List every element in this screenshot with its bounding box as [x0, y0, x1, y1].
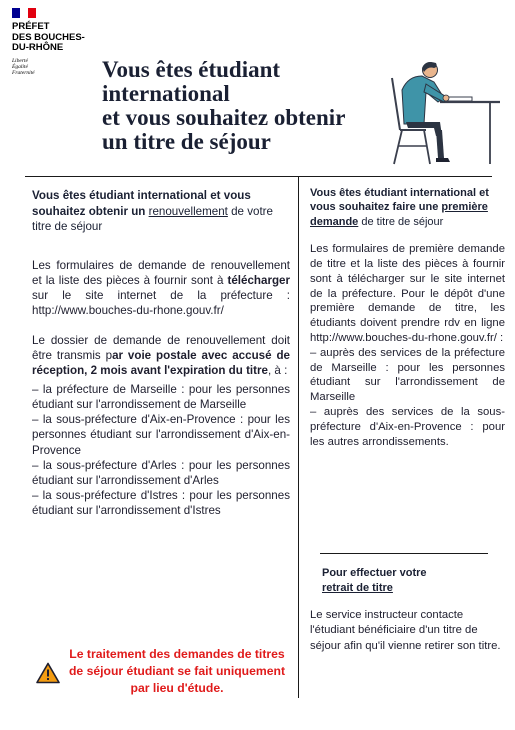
prefecture-name-line: DU-RHÔNE — [12, 42, 64, 53]
page-title — [102, 58, 412, 154]
student-at-desk-illustration — [378, 60, 502, 166]
warning-icon — [36, 662, 60, 684]
retrait-divider — [320, 553, 488, 554]
republic-motto — [12, 58, 92, 77]
heading-text: de titre de séjour — [358, 215, 444, 228]
prefecture-name — [12, 22, 92, 54]
title-line: international — [102, 81, 230, 106]
list-item: – la sous-préfecture d'Arles : pour les personnes étudiant sur l'arrondissement d'Arles — [32, 458, 290, 487]
list-item: – auprès des services de la sous-préfecture d'Aix-en-Provence : pour les autres arrondissements. — [310, 405, 505, 448]
heading-underlined-term: première demande — [310, 201, 488, 228]
motto-line: Liberté — [12, 57, 28, 64]
first-request-paragraph: Les formulaires de première demande de titre et la liste des pièces à fournir sont à télécharger sur le site internet de la préfecture. Pour le dépôt d'une première demande de titre, les étudiants doivent prendre rdv en ligne http://www.bouches-du-rhone.gouv.fr/ : — [310, 243, 505, 344]
column-divider — [298, 176, 299, 698]
paragraph-text: Les formulaires de demande de renouvellement et la liste des pièces à fournir sont à — [32, 258, 290, 287]
prefecture-name-line: DES BOUCHES- — [12, 31, 85, 43]
renewal-heading — [32, 188, 290, 235]
prefecture-logo — [12, 8, 92, 76]
list-item: – la sous-préfecture d'Istres : pour les personnes étudiant sur l'arrondissement d'Istres — [32, 488, 290, 517]
list-item: – auprès des services de la préfecture de Marseille : pour les personnes étudiant sur l'arrondissement de Marseille — [310, 346, 505, 404]
first-request-heading — [310, 186, 505, 229]
motto-line: Égalité — [12, 63, 28, 70]
retrait-heading — [322, 566, 492, 596]
flag-blue — [12, 8, 20, 18]
heading-underlined-term: renouvellement — [148, 204, 228, 218]
heading-text: Vous êtes étudiant international et vous souhaitez faire une — [310, 187, 489, 214]
flag-red — [28, 8, 36, 18]
heading-text: de votre titre de séjour — [32, 204, 273, 233]
title-line: et vous souhaitez obtenir — [102, 105, 346, 130]
section-divider-top — [25, 176, 492, 177]
list-item: – la sous-préfecture d'Aix-en-Provence : pour les personnes étudiant sur l'arrondissement d'Aix-en-Provence — [32, 413, 290, 457]
flag-white — [20, 8, 28, 18]
paragraph-text: , à : — [267, 364, 288, 378]
prefecture-name-line: PRÉFET — [12, 21, 50, 32]
french-flag-icon — [12, 8, 36, 18]
paragraph-bold-text: télécharger — [227, 273, 290, 287]
first-request-office-list — [310, 346, 505, 450]
paragraph-text: sur le site internet de la préfecture : http://www.bouches-du-rhone.gouv.fr/ — [32, 288, 290, 317]
retrait-heading-underlined: retrait de titre — [322, 582, 393, 594]
retrait-heading-line: Pour effectuer votre — [322, 567, 427, 579]
paragraph-text: Le dossier de demande de renouvellement doit être transmis p — [32, 333, 290, 362]
paragraph-bold-text: ar voie postale avec accusé de réception, 2 mois avant l'expiration du titre — [32, 348, 290, 378]
list-item: – la préfecture de Marseille : pour les personnes étudiant sur l'arrondissement de Marseille — [32, 383, 290, 412]
motto-line: Fraternité — [12, 69, 35, 76]
heading-text: Vous êtes étudiant international et vous souhaitez obtenir un — [32, 189, 251, 218]
renewal-submission-paragraph — [32, 333, 290, 378]
first-request-column — [310, 186, 505, 449]
renewal-forms-paragraph — [32, 258, 290, 318]
title-line: Vous êtes étudiant — [102, 57, 281, 82]
warning-text: Le traitement des demandes de titres de séjour étudiant se fait uniquement par lieu d'étude. — [68, 647, 286, 695]
renewal-office-list — [32, 382, 290, 518]
retrait-paragraph: Le service instructeur contacte l'étudiant bénéficiaire d'un titre de séjour afin qu'il vienne retirer son titre. — [310, 609, 501, 652]
renewal-column — [32, 188, 290, 518]
warning-notice — [32, 646, 292, 702]
title-line: un titre de séjour — [102, 129, 271, 154]
